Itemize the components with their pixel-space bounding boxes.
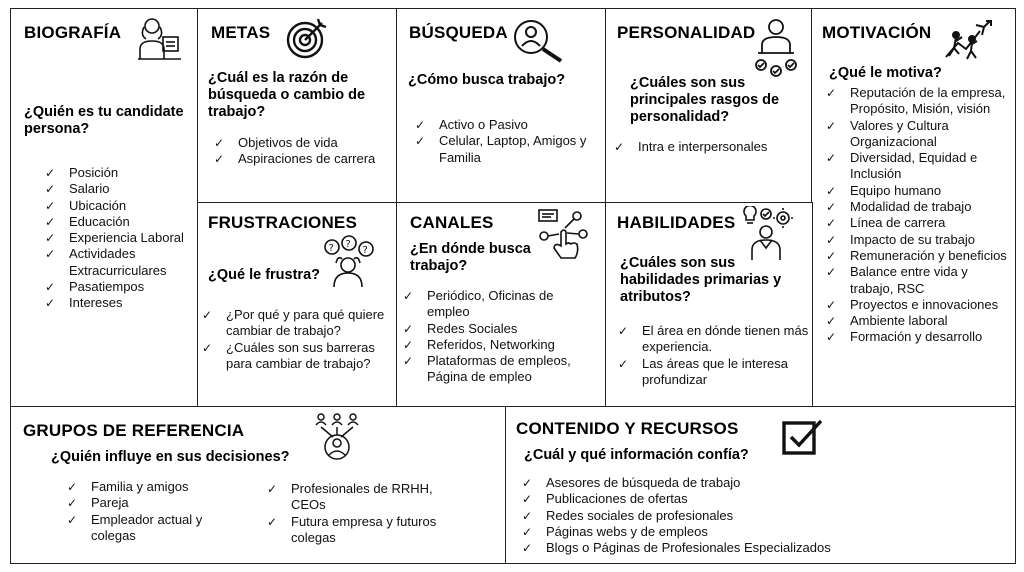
list-item: ✓ Balance entre vida y trabajo, RSC <box>824 264 1014 297</box>
list-item: ✓ Activo o Pasivo <box>413 117 603 133</box>
metas-list <box>212 135 396 168</box>
motivacion-question: ¿Qué le motiva? <box>829 65 942 81</box>
list-item: ✓ Ambiente laboral <box>824 313 1014 329</box>
climbing-arrow-icon <box>942 17 994 63</box>
grupos-title: GRUPOS DE REFERENCIA <box>23 421 245 440</box>
grupos-list-right <box>265 481 455 546</box>
canales-cell <box>396 202 607 408</box>
motivacion-list <box>824 85 1014 346</box>
person-with-checks-icon <box>752 17 802 79</box>
list-item: ✓ Las áreas que le interesa profundizar <box>616 356 812 389</box>
habilidades-question: ¿Cuáles son sus habilidades primarias y atributos? <box>620 255 782 305</box>
canales-list <box>401 288 591 386</box>
busqueda-title: BÚSQUEDA <box>409 23 508 42</box>
personalidad-question: ¿Cuáles son sus principales rasgos de personalidad? <box>630 75 780 125</box>
svg-text:?: ? <box>345 239 351 250</box>
frustraciones-question: ¿Qué le frustra? <box>208 267 320 283</box>
list-item: ✓ Plataformas de empleos, Página de empleo <box>401 353 591 386</box>
motivacion-cell <box>811 8 1016 408</box>
grupos-question: ¿Quién influye en sus decisiones? <box>51 449 290 465</box>
busqueda-question: ¿Cómo busca trabajo? <box>408 72 566 88</box>
target-icon <box>284 15 330 61</box>
list-item: ✓ ¿Cuáles son sus barreras para cambiar de trabajo? <box>200 340 396 373</box>
personalidad-list <box>612 139 808 155</box>
contenido-list <box>520 475 900 556</box>
frustraciones-title: FRUSTRACIONES <box>208 213 357 232</box>
list-item: ✓ El área en dónde tienen más experiencia. <box>616 323 812 356</box>
list-item: ✓ Pasatiempos <box>43 279 199 295</box>
grupos-list-left <box>65 479 235 544</box>
list-item: ✓ Proyectos e innovaciones <box>824 297 1014 313</box>
list-item: ✓ Impacto de su trabajo <box>824 232 1014 248</box>
canales-question: ¿En dónde busca trabajo? <box>410 241 531 274</box>
list-item: ✓ Empleador actual y colegas <box>65 512 235 545</box>
biografia-question: ¿Quién es tu candidate persona? <box>24 104 184 137</box>
biografia-list <box>43 165 199 312</box>
list-item: ✓ Pareja <box>65 495 235 511</box>
list-item: ✓ ¿Por qué y para qué quiere cambiar de trabajo? <box>200 307 396 340</box>
list-item: ✓ Asesores de búsqueda de trabajo <box>520 475 900 491</box>
list-item: ✓ Educación <box>43 214 199 230</box>
list-item: ✓ Reputación de la empresa, Propósito, Misión, visión <box>824 85 1014 118</box>
list-item: ✓ Línea de carrera <box>824 215 1014 231</box>
list-item: ✓ Ubicación <box>43 198 199 214</box>
list-item: ✓ Valores y Cultura Organizacional <box>824 118 1014 151</box>
metas-title: METAS <box>211 23 271 42</box>
list-item: ✓ Remuneración y beneficios <box>824 248 1014 264</box>
personalidad-cell <box>605 8 813 204</box>
list-item: ✓ Modalidad de trabajo <box>824 199 1014 215</box>
svg-text:?: ? <box>362 245 368 256</box>
list-item: ✓ Familia y amigos <box>65 479 235 495</box>
list-item: ✓ Diversidad, Equidad e Inclusión <box>824 150 1014 183</box>
list-item: ✓ Periódico, Oficinas de empleo <box>401 288 591 321</box>
touch-network-icon <box>537 208 589 260</box>
biografia-cell <box>10 8 199 408</box>
busqueda-cell <box>396 8 607 204</box>
grupos-cell <box>10 406 507 564</box>
list-item: ✓ Intra e interpersonales <box>612 139 808 155</box>
person-with-ideas-icon <box>738 206 794 262</box>
list-item: ✓ Salario <box>43 181 199 197</box>
person-at-desk-icon <box>135 15 183 61</box>
habilidades-title: HABILIDADES <box>617 213 736 232</box>
habilidades-list <box>616 323 812 388</box>
list-item: ✓ Publicaciones de ofertas <box>520 491 900 507</box>
canales-title: CANALES <box>410 213 494 232</box>
biografia-title: BIOGRAFÍA <box>24 23 122 42</box>
list-item: ✓ Intereses <box>43 295 199 311</box>
list-item: ✓ Formación y desarrollo <box>824 329 1014 345</box>
contenido-title: CONTENIDO Y RECURSOS <box>516 419 739 438</box>
metas-cell <box>197 8 398 204</box>
list-item: ✓ Aspiraciones de carrera <box>212 151 396 167</box>
list-item: ✓ Referidos, Networking <box>401 337 591 353</box>
svg-text:?: ? <box>328 243 334 254</box>
list-item: ✓ Experiencia Laboral <box>43 230 199 246</box>
list-item: ✓ Celular, Laptop, Amigos y Familia <box>413 133 603 166</box>
list-item: ✓ Actividades Extracurriculares <box>43 246 199 279</box>
contenido-cell <box>505 406 1016 564</box>
magnifier-person-icon <box>511 17 567 63</box>
frustraciones-list <box>200 307 396 372</box>
motivacion-title: MOTIVACIÓN <box>822 23 932 42</box>
metas-question: ¿Cuál es la razón de búsqueda o cambio de trabajo? <box>208 70 366 120</box>
list-item: ✓ Posición <box>43 165 199 181</box>
list-item: ✓ Redes sociales de profesionales <box>520 508 900 524</box>
busqueda-list <box>413 117 603 166</box>
list-item: ✓ Redes Sociales <box>401 321 591 337</box>
list-item: ✓ Futura empresa y futuros colegas <box>265 514 455 547</box>
frustraciones-cell <box>197 202 398 408</box>
list-item: ✓ Objetivos de vida <box>212 135 396 151</box>
list-item: ✓ Equipo humano <box>824 183 1014 199</box>
list-item: ✓ Páginas webs y de empleos <box>520 524 900 540</box>
personalidad-title: PERSONALIDAD <box>617 23 756 42</box>
habilidades-cell <box>605 202 813 408</box>
contenido-question: ¿Cuál y qué información confía? <box>524 447 749 463</box>
list-item: ✓ Profesionales de RRHH, CEOs <box>265 481 455 514</box>
list-item: ✓ Blogs o Páginas de Profesionales Especializados <box>520 540 900 556</box>
